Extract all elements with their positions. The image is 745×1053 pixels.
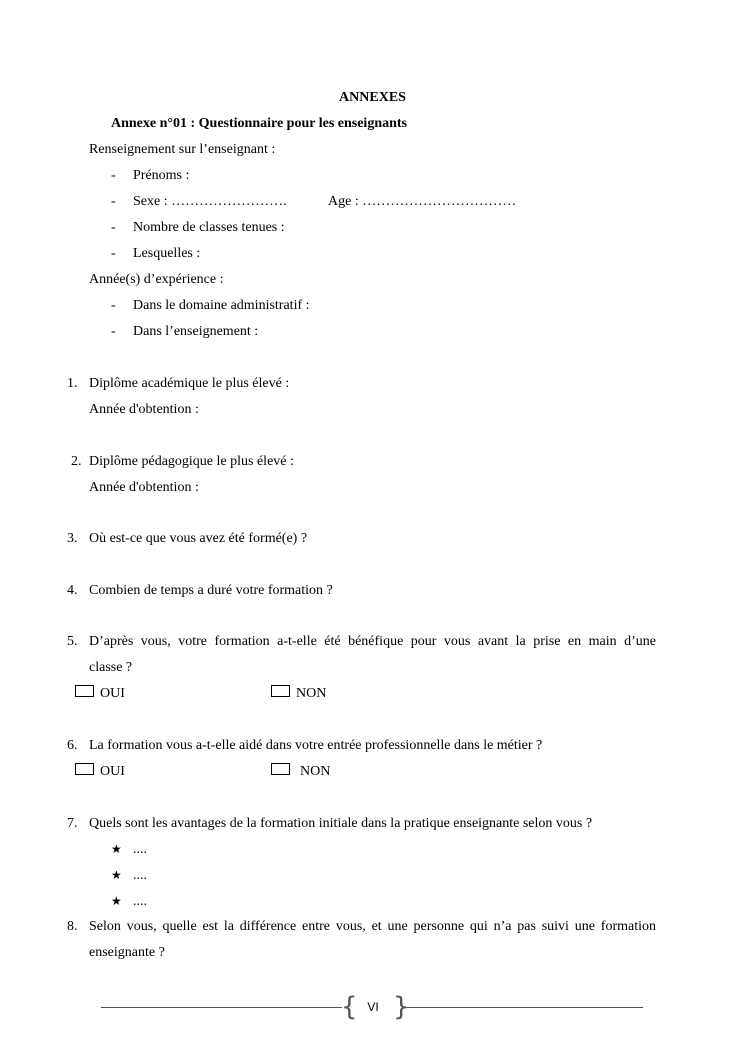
dash-marker: - [111,298,116,313]
question-number: 5. [67,634,78,649]
question-5-text-cont: classe ? [89,660,133,675]
field-lesquelles: Lesquelles : [133,246,201,261]
question-number: 1. [67,376,78,391]
answer-placeholder: .... [133,842,147,857]
question-5-text: D’après vous, votre formation a-t-elle été bénéfique pour vous avant la prise en main d’une [89,634,656,649]
question-number: 8. [67,919,78,934]
dash-marker: - [111,168,116,183]
non-label: NON [300,764,331,779]
non-label: NON [296,686,327,701]
field-sexe: Sexe : ……………………. [133,194,287,209]
question-8-text-cont: enseignante ? [89,945,165,960]
question-number: 7. [67,816,78,831]
teacher-info-heading: Renseignement sur l’enseignant : [89,142,276,157]
question-number: 4. [67,583,78,598]
star-bullet-icon: ★ [111,868,122,882]
footer-brace-right: } [393,992,410,1022]
oui-checkbox[interactable] [75,763,94,775]
footer-rule-left [101,1007,342,1008]
footer-brace-left: { [341,992,358,1022]
annex-subtitle: Annexe n°01 : Questionnaire pour les enseignants [111,116,408,131]
oui-label: OUI [100,686,125,701]
experience-heading: Année(s) d’expérience : [89,272,224,287]
field-exp-admin: Dans le domaine administratif : [133,298,310,313]
question-1-year: Année d'obtention : [89,402,199,417]
page-title: ANNEXES [339,90,406,105]
star-bullet-icon: ★ [111,894,122,908]
non-checkbox[interactable] [271,685,290,697]
dash-marker: - [111,246,116,261]
page-number: VI [367,1000,379,1014]
field-age: Age : …………………………… [328,194,517,209]
question-4-text: Combien de temps a duré votre formation ? [89,583,333,598]
answer-placeholder: .... [133,894,147,909]
question-7-text: Quels sont les avantages de la formation initiale dans la pratique enseignante selon vous ? [89,816,593,831]
star-bullet-icon: ★ [111,842,122,856]
question-8-text: Selon vous, quelle est la différence entre vous, et une personne qui n’a pas suivi une formation [89,919,656,934]
field-exp-enseignement: Dans l’enseignement : [133,324,259,339]
question-number: 2. [71,454,82,469]
question-6-text: La formation vous a-t-elle aidé dans votre entrée professionnelle dans le métier ? [89,738,543,753]
dash-marker: - [111,324,116,339]
question-number: 6. [67,738,78,753]
question-3-text: Où est-ce que vous avez été formé(e) ? [89,531,308,546]
oui-label: OUI [100,764,125,779]
field-prenoms: Prénoms : [133,168,190,183]
question-number: 3. [67,531,78,546]
question-2-text: Diplôme pédagogique le plus élevé : [89,454,294,469]
question-1-text: Diplôme académique le plus élevé : [89,376,290,391]
field-nb-classes: Nombre de classes tenues : [133,220,285,235]
oui-checkbox[interactable] [75,685,94,697]
dash-marker: - [111,194,116,209]
footer-rule-right [402,1007,643,1008]
non-checkbox[interactable] [271,763,290,775]
answer-placeholder: .... [133,868,147,883]
dash-marker: - [111,220,116,235]
question-2-year: Année d'obtention : [89,480,199,495]
